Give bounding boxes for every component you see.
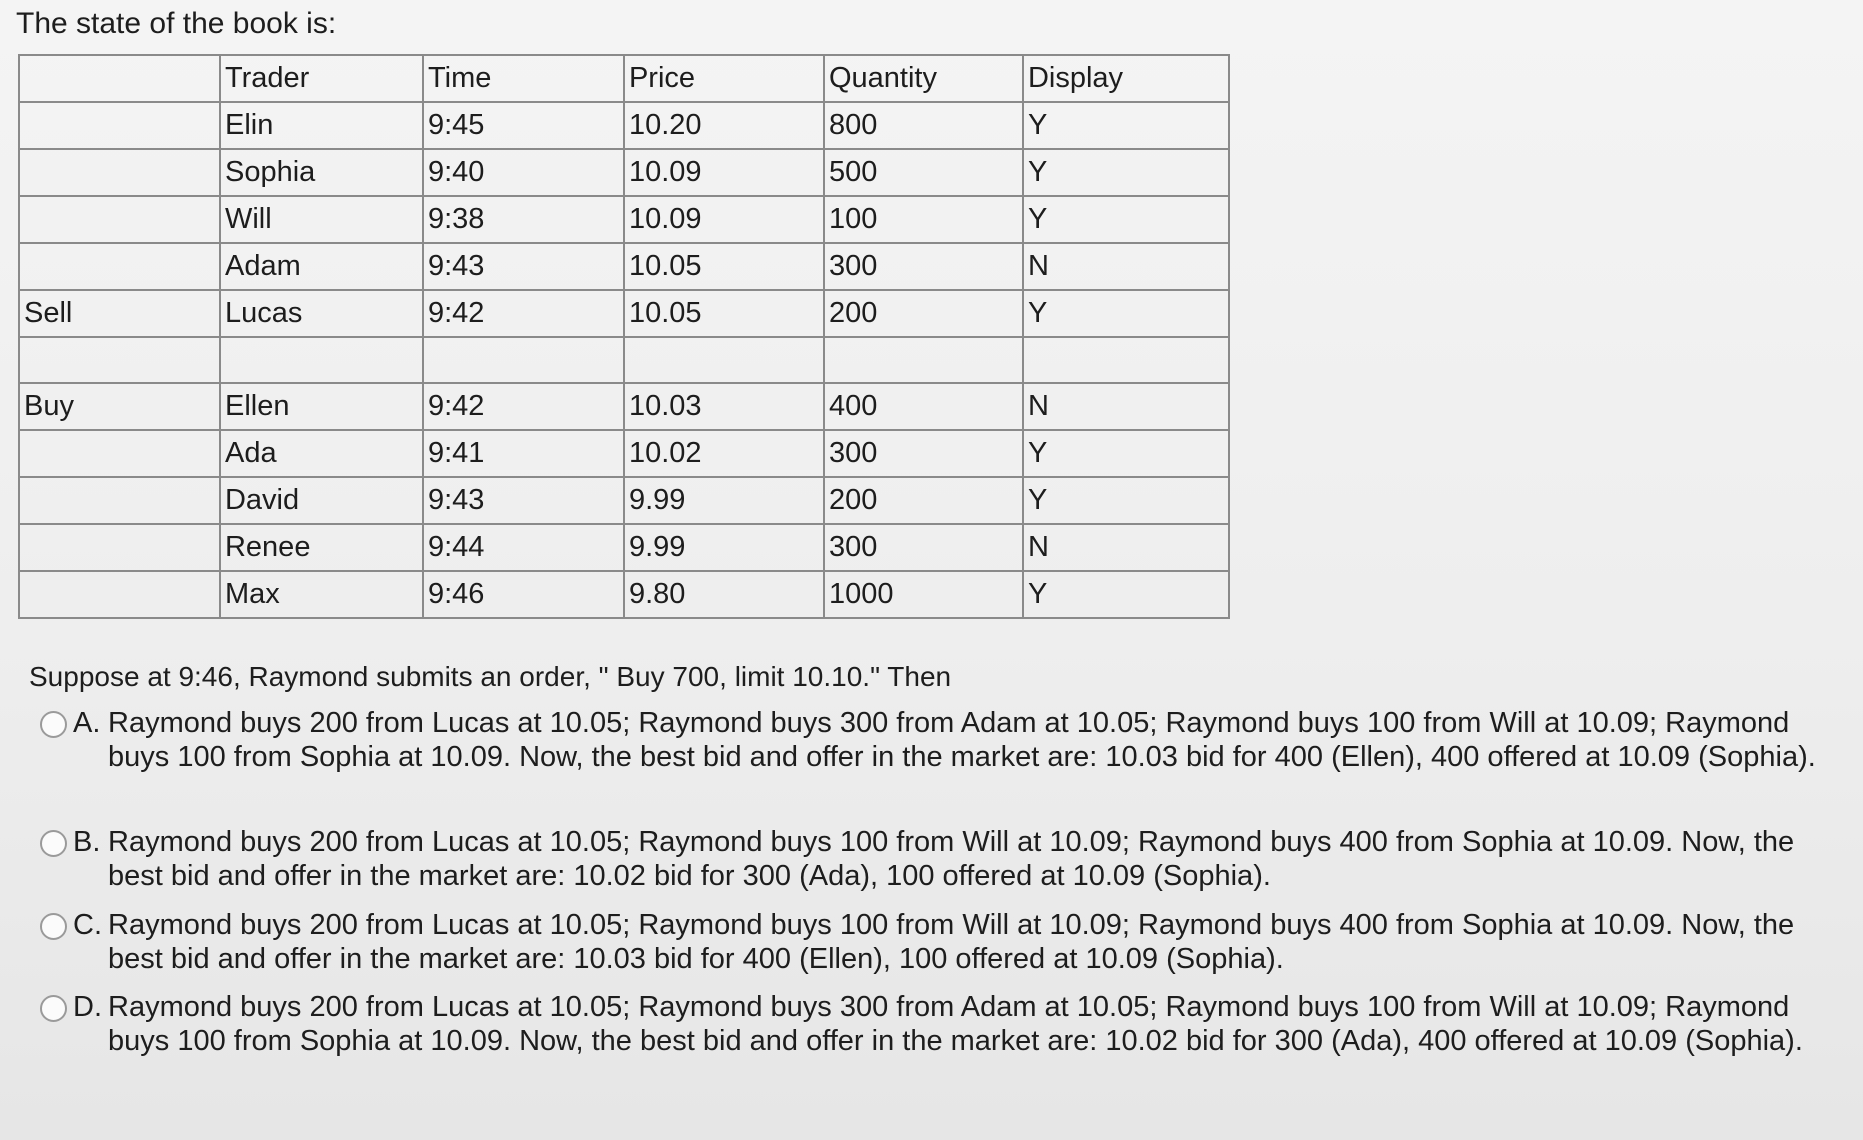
display-cell: Y <box>1023 290 1229 337</box>
option-text: Raymond buys 200 from Lucas at 10.05; Raymond buys 100 from Will at 10.09; Raymond buys 400 from Sophia at 10.09. Now, the best bid and offer in the market are: 10.03 bid for 400 (Ellen), 100 offered at 10.09 (Sophia). <box>108 909 1795 975</box>
trader-cell: David <box>220 477 423 524</box>
option-d[interactable] <box>40 990 1830 1058</box>
table-row <box>19 524 1229 571</box>
option-text: Raymond buys 200 from Lucas at 10.05; Raymond buys 100 from Will at 10.09; Raymond buys 400 from Sophia at 10.09. Now, the best bid and offer in the market are: 10.02 bid for 300 (Ada), 100 offered at 10.09 (Sophia). <box>108 826 1795 892</box>
display-cell: Y <box>1023 102 1229 149</box>
time-cell: 9:42 <box>423 383 624 430</box>
table-row <box>19 571 1229 618</box>
empty-cell <box>824 337 1023 383</box>
quantity-cell: 300 <box>824 524 1023 571</box>
header-row <box>19 55 1229 102</box>
time-cell: 9:44 <box>423 524 624 571</box>
buy-label: Buy <box>19 383 220 430</box>
table-row <box>19 243 1229 290</box>
trader-cell: Ellen <box>220 383 423 430</box>
price-cell: 10.05 <box>624 290 824 337</box>
table-row <box>19 196 1229 243</box>
trader-cell: Lucas <box>220 290 423 337</box>
option-letter: D. <box>73 991 102 1023</box>
trader-cell: Elin <box>220 102 423 149</box>
quantity-cell: 1000 <box>824 571 1023 618</box>
display-cell: Y <box>1023 196 1229 243</box>
table-row <box>19 102 1229 149</box>
price-cell: 9.80 <box>624 571 824 618</box>
question-text: Suppose at 9:46, Raymond submits an order, " Buy 700, limit 10.10." Then <box>29 661 952 692</box>
option-letter: C. <box>73 909 102 941</box>
header-trader: Trader <box>220 55 423 102</box>
quantity-cell: 300 <box>824 243 1023 290</box>
price-cell: 10.20 <box>624 102 824 149</box>
time-cell: 9:42 <box>423 290 624 337</box>
time-cell: 9:43 <box>423 243 624 290</box>
time-cell: 9:41 <box>423 430 624 477</box>
sell-label: Sell <box>19 290 220 337</box>
empty-cell <box>423 337 624 383</box>
trader-cell: Renee <box>220 524 423 571</box>
price-cell: 9.99 <box>624 477 824 524</box>
time-cell: 9:46 <box>423 571 624 618</box>
side-cell <box>19 571 220 618</box>
header-side <box>19 55 220 102</box>
header-price: Price <box>624 55 824 102</box>
header-display: Display <box>1023 55 1229 102</box>
quantity-cell: 400 <box>824 383 1023 430</box>
option-text: Raymond buys 200 from Lucas at 10.05; Raymond buys 300 from Adam at 10.05; Raymond buys 100 from Will at 10.09; Raymond buys 100 from Sophia at 10.09. Now, the best bid and offer in the market are: 10.02 bid for 300 (Ada), 400 offered at 10.09 (Sophia). <box>108 991 1803 1057</box>
display-cell: N <box>1023 383 1229 430</box>
option-b[interactable] <box>40 825 1830 893</box>
trader-cell: Ada <box>220 430 423 477</box>
display-cell: Y <box>1023 571 1229 618</box>
quantity-cell: 100 <box>824 196 1023 243</box>
price-cell: 10.05 <box>624 243 824 290</box>
option-text: Raymond buys 200 from Lucas at 10.05; Raymond buys 300 from Adam at 10.05; Raymond buys 100 from Will at 10.09; Raymond buys 100 from Sophia at 10.09. Now, the best bid and offer in the market are: 10.03 bid for 400 (Ellen), 400 offered at 10.09 (Sophia). <box>108 707 1816 773</box>
price-cell: 9.99 <box>624 524 824 571</box>
trader-cell: Will <box>220 196 423 243</box>
time-cell: 9:43 <box>423 477 624 524</box>
trader-cell: Max <box>220 571 423 618</box>
radio-button-icon[interactable] <box>40 995 67 1022</box>
time-cell: 9:40 <box>423 149 624 196</box>
time-cell: 9:45 <box>423 102 624 149</box>
order-book-table <box>18 54 1230 619</box>
option-letter: B. <box>73 826 101 858</box>
option-letter: A. <box>73 707 101 739</box>
table-row <box>19 149 1229 196</box>
side-cell <box>19 243 220 290</box>
empty-cell <box>220 337 423 383</box>
trader-cell: Adam <box>220 243 423 290</box>
table-row <box>19 430 1229 477</box>
quantity-cell: 300 <box>824 430 1023 477</box>
side-cell <box>19 102 220 149</box>
display-cell: N <box>1023 524 1229 571</box>
side-cell <box>19 196 220 243</box>
time-cell: 9:38 <box>423 196 624 243</box>
side-cell <box>19 524 220 571</box>
option-a[interactable] <box>40 706 1830 774</box>
table-row <box>19 477 1229 524</box>
display-cell: Y <box>1023 430 1229 477</box>
quantity-cell: 500 <box>824 149 1023 196</box>
trader-cell: Sophia <box>220 149 423 196</box>
price-cell: 10.09 <box>624 149 824 196</box>
spacer-row <box>19 337 1229 383</box>
quantity-cell: 800 <box>824 102 1023 149</box>
price-cell: 10.02 <box>624 430 824 477</box>
price-cell: 10.09 <box>624 196 824 243</box>
side-cell <box>19 149 220 196</box>
table-row <box>19 290 1229 337</box>
intro-text: The state of the book is: <box>16 7 337 40</box>
empty-cell <box>19 337 220 383</box>
price-cell: 10.03 <box>624 383 824 430</box>
radio-button-icon[interactable] <box>40 711 67 738</box>
header-quantity: Quantity <box>824 55 1023 102</box>
quantity-cell: 200 <box>824 477 1023 524</box>
side-cell <box>19 477 220 524</box>
header-time: Time <box>423 55 624 102</box>
quantity-cell: 200 <box>824 290 1023 337</box>
radio-button-icon[interactable] <box>40 913 67 940</box>
display-cell: Y <box>1023 477 1229 524</box>
display-cell: Y <box>1023 149 1229 196</box>
option-c[interactable] <box>40 908 1830 976</box>
empty-cell <box>624 337 824 383</box>
radio-button-icon[interactable] <box>40 830 67 857</box>
empty-cell <box>1023 337 1229 383</box>
side-cell <box>19 430 220 477</box>
display-cell: N <box>1023 243 1229 290</box>
table-row <box>19 383 1229 430</box>
